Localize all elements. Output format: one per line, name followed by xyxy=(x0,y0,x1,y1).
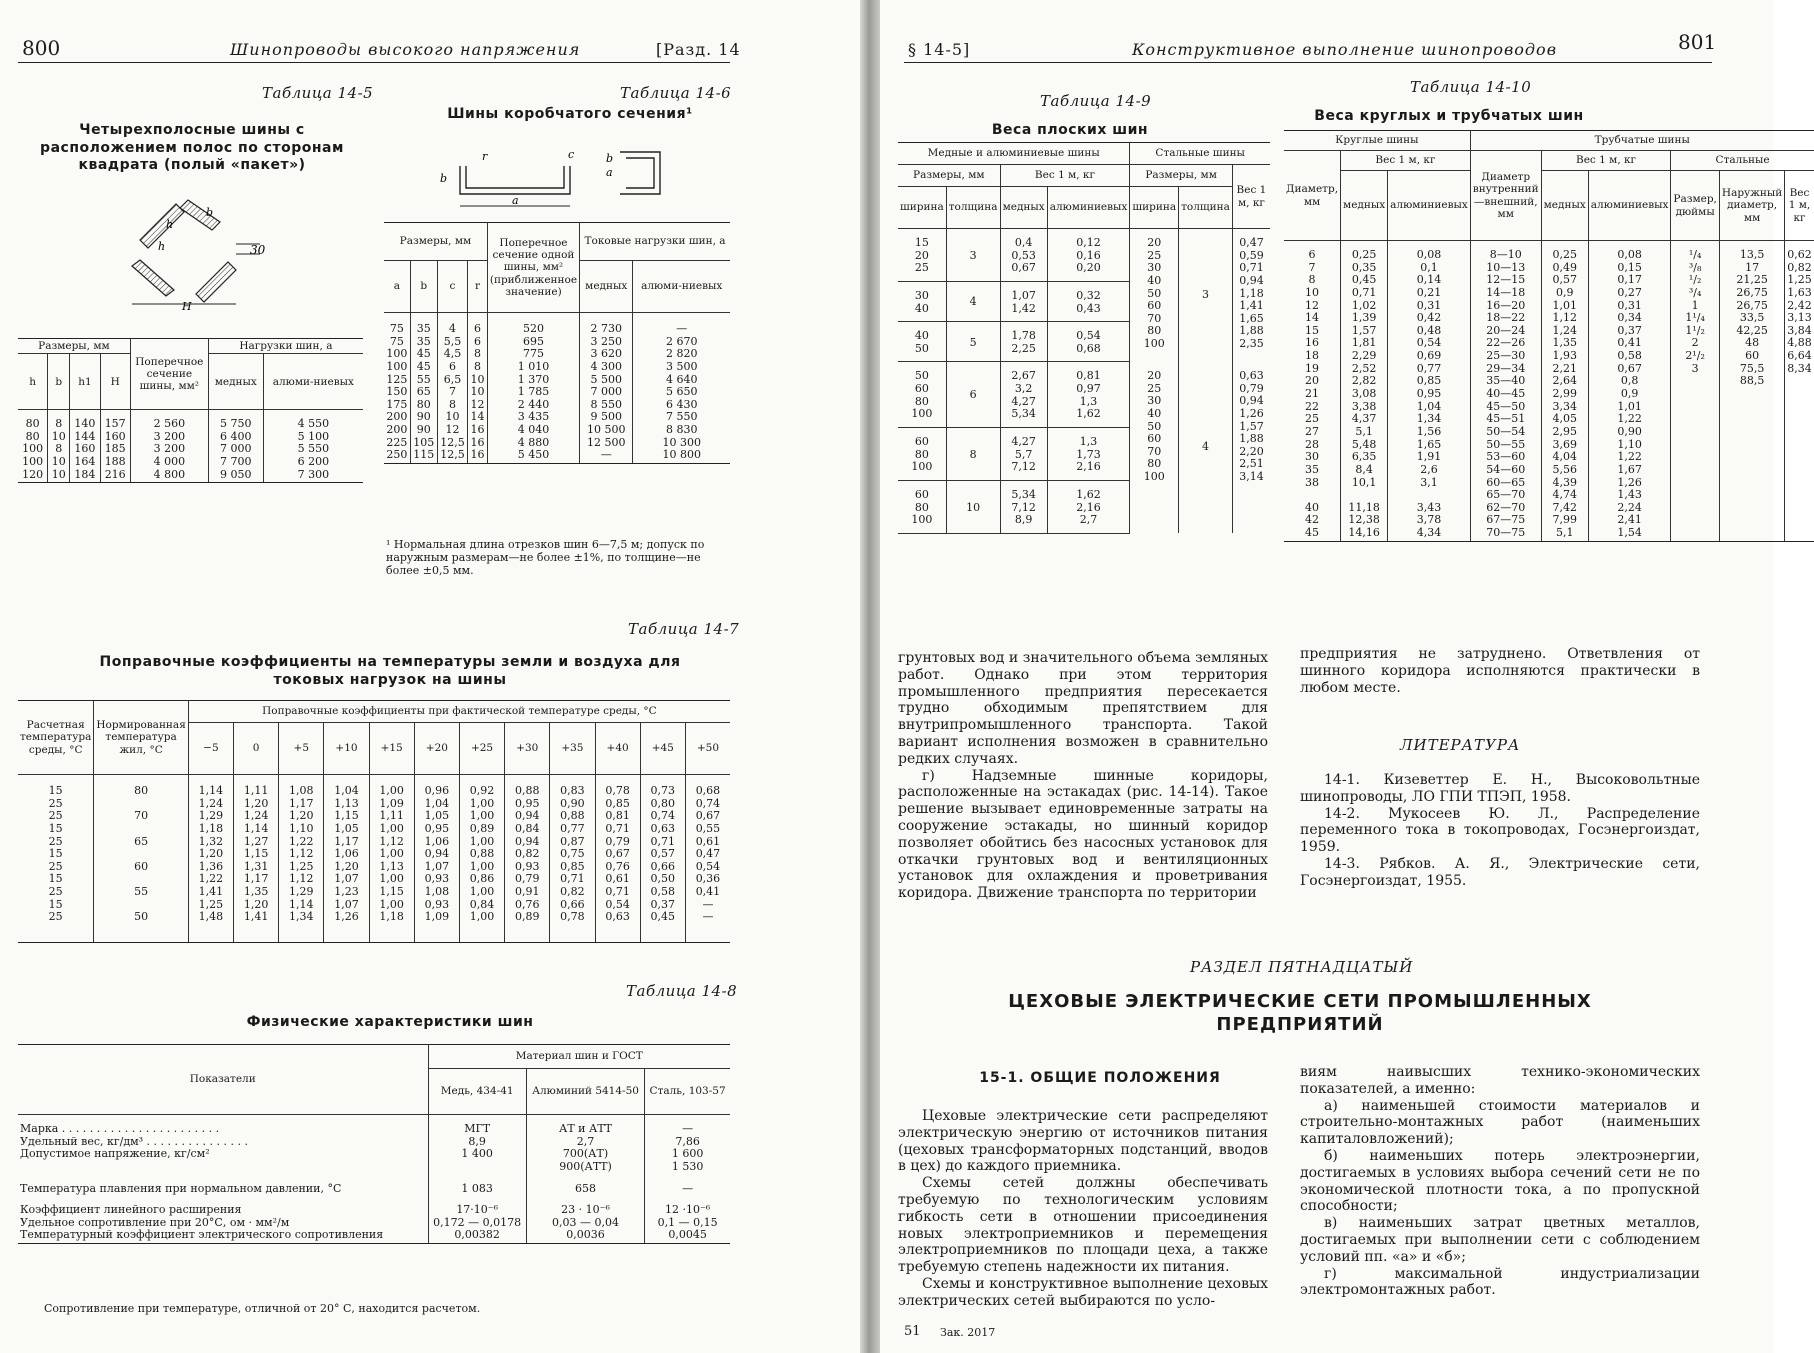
table-14-5 xyxy=(18,338,363,483)
t149-sweight-3: 0,63 0,79 0,94 1,26 1,57 1,88 2,20 2,51 3,14 xyxy=(1232,362,1270,533)
th-cu: медных xyxy=(208,354,263,410)
t148-st-0: — 7,86 1 600 1 530 xyxy=(645,1115,730,1175)
th-round-al: алюминиевых xyxy=(1388,171,1471,241)
header-rule-left xyxy=(18,62,730,63)
list-item-b: б) наименьших потерь электроэнергии, достигаемых в условиях выбора сечений сети не по экономической плотности тока, а по пропускной способности; xyxy=(1300,1147,1700,1215)
right-page xyxy=(880,0,1812,1353)
t149-thick-2: 5 xyxy=(946,322,1000,362)
th-steel-1410: Стальные xyxy=(1671,151,1814,171)
t148-param-1: Температура плавления при нормальном давлении, °C xyxy=(20,1181,342,1195)
t1410-col-sw: 0,62 0,82 1,25 1,63 2,42 3,13 3,84 4,88 6,64 8,34 xyxy=(1785,241,1814,542)
t149-al-2: 0,54 0,68 xyxy=(1047,322,1130,362)
th-round-cu: медных xyxy=(1341,171,1388,241)
t147-col-4: 1,08 1,17 1,20 1,10 1,22 1,12 1,25 1,12 1,29 1,14 1,34 xyxy=(279,775,324,943)
table-14-9 xyxy=(898,142,1270,534)
table-14-5-label: Таблица 14-5 xyxy=(262,84,374,102)
t147-col-2: 1,14 1,24 1,29 1,18 1,32 1,20 1,36 1,22 1,41 1,25 1,48 xyxy=(188,775,233,943)
th-dims-146: Размеры, мм xyxy=(384,223,487,261)
t149-cu-4: 4,27 5,7 7,12 xyxy=(1000,428,1047,481)
list-item-c: в) наименьших затрат цветных металлов, достигаемых при выполнении сети с соблюдением условий пп. «а» и «б»; xyxy=(1300,1215,1700,1265)
book-gutter xyxy=(860,0,880,1353)
table-14-8-title: Физические характеристики шин xyxy=(246,1014,534,1030)
t149-thick-5: 10 xyxy=(946,480,1000,533)
running-title-left: Шинопроводы высокого напряжения xyxy=(230,40,581,59)
table-14-9-title: Веса плоских шин xyxy=(991,122,1149,138)
th-round: Круглые шины xyxy=(1284,131,1470,151)
table-row xyxy=(18,1175,730,1197)
th-steel-weight: Вес 1 м, кг xyxy=(1785,171,1814,241)
th-b: b xyxy=(48,354,70,410)
table-14-6 xyxy=(384,222,730,464)
th-sweight-149: Вес 1 м, кг xyxy=(1232,165,1270,229)
table-14-8 xyxy=(18,1044,730,1244)
table-14-10-title: Веса круглых и трубчатых шин xyxy=(1314,108,1584,124)
t148-cu-0: МГТ 8,9 1 400 xyxy=(428,1115,526,1175)
table-14-7 xyxy=(18,700,730,943)
th-r: r xyxy=(468,261,488,313)
table-14-10-label: Таблица 14-10 xyxy=(1410,78,1532,96)
t149-width-2: 40 50 xyxy=(898,322,946,362)
table-row xyxy=(18,1115,730,1175)
t1410-col-al: 0,08 0,1 0,14 0,21 0,31 0,42 0,48 0,54 0,69 0,77 0,85 0,95 1,04 1,34 1,56 1,65 1,91 2,6 3,1 3,43 3,78 4,34 xyxy=(1388,241,1471,542)
th-al-146: алюми-ниевых xyxy=(633,261,730,313)
t147-col-0: 15 25 25 15 25 15 25 15 25 15 25 xyxy=(18,775,94,943)
th-H: H xyxy=(100,354,130,410)
t147-col-13: 0,68 0,74 0,67 0,55 0,61 0,47 0,54 0,36 0,41 — — xyxy=(685,775,730,943)
t146-col-r: 6 6 8 8 10 10 12 14 16 16 16 xyxy=(468,313,488,464)
t145-col-h: 80 80 100 100 120 xyxy=(18,410,48,483)
th-norm-temp: Нормированная температура жил, °C xyxy=(94,701,188,775)
text-col1-top xyxy=(898,650,1268,902)
list-item-d: г) максимальной индустриализации электромонтажных работ. xyxy=(1300,1265,1700,1299)
paragraph-shop-networks: Цеховые электрические сети распределяют электрическую энергию от источников питания (цеховых трансформаторных подстанций, вводов в цех) до каждого приемника. xyxy=(898,1108,1268,1175)
th-load-146: Токовые нагрузки шин, а xyxy=(580,223,730,261)
th-steel-149: Стальные шины xyxy=(1130,143,1270,165)
fig-label-30: 30 xyxy=(250,243,266,257)
t1410-col-cu: 0,25 0,35 0,45 0,71 1,02 1,39 1,57 1,81 2,29 2,52 2,82 3,08 3,38 4,37 5,1 5,48 6,35 8,4 10,1 11,18 12,38 14,16 xyxy=(1341,241,1388,542)
table-14-7-title: Поправочные коэффициенты на температуры земли и воздуха для токовых нагрузок на шины xyxy=(99,654,681,688)
t147-col-3: 1,11 1,20 1,24 1,14 1,27 1,15 1,31 1,17 1,35 1,20 1,41 xyxy=(234,775,279,943)
t147-col-12: 0,73 0,80 0,74 0,63 0,71 0,57 0,66 0,50 0,58 0,37 0,45 xyxy=(640,775,685,943)
table-row xyxy=(18,1196,730,1243)
t149-width-4: 60 80 100 xyxy=(898,428,946,481)
t148-cu-2: 17·10⁻⁶ 0,172 — 0,0178 0,00382 xyxy=(428,1196,526,1243)
th-tube-diam: Диаметр внутренний—внешний, мм xyxy=(1470,151,1541,241)
text-col2-bottom xyxy=(1300,1064,1700,1299)
fig-label-h: h xyxy=(166,218,174,231)
th-section: Поперечное сечение шины, мм² xyxy=(130,339,208,410)
th-temp-11: +50 xyxy=(685,723,730,775)
t147-col-6: 1,00 1,09 1,11 1,00 1,12 1,00 1,13 1,00 1,15 1,00 1,18 xyxy=(369,775,414,943)
t145-col-h1: 140 144 160 164 184 xyxy=(70,410,100,483)
table-row xyxy=(898,362,1270,428)
section-ref-left: [Разд. 14 xyxy=(656,40,741,59)
t149-width-1: 30 40 xyxy=(898,281,946,321)
t148-st-1: — xyxy=(645,1175,730,1197)
paragraph-groundwater: грунтовых вод и значительного объема земляных работ. Однако при этом территория промышленного предприятия пересекается трудно обходимым препятствием для внутрипромышленного транспорта. Такой вариант исполнения возможен в сравнительно редких случаях. xyxy=(898,650,1268,767)
paragraph-design: Схемы и конструктивное выполнение цеховых электрических сетей выбираются по усло- xyxy=(898,1275,1268,1309)
th-temp-10: +45 xyxy=(640,723,685,775)
th-dims-149: Размеры, мм xyxy=(898,165,1000,187)
t149-sthick-0: 3 xyxy=(1179,229,1233,362)
t149-width-0: 15 20 25 xyxy=(898,229,946,282)
literature-list xyxy=(1300,772,1700,890)
th-calc-temp: Расчетная температура среды, °C xyxy=(18,701,94,775)
t145-col-al: 4 550 5 100 5 550 6 200 7 300 xyxy=(263,410,363,483)
t149-swidth-3: 20 25 30 40 50 60 70 80 100 xyxy=(1130,362,1179,533)
fig-label-b1: b xyxy=(440,172,448,185)
t149-sweight-0: 0,47 0,59 0,71 0,94 1,18 1,41 1,65 1,88 2,35 xyxy=(1232,229,1270,362)
th-thick: толщина xyxy=(946,187,1000,229)
t146-col-a: 75 75 100 100 125 150 175 200 200 225 250 xyxy=(384,313,410,464)
th-outer: Наружный диаметр, мм xyxy=(1719,171,1784,241)
t147-col-7: 0,96 1,04 1,05 0,95 1,06 0,94 1,07 0,93 1,08 0,93 1,09 xyxy=(414,775,459,943)
t1410-col-tcu: 0,25 0,49 0,57 0,9 1,01 1,12 1,24 1,35 1,93 2,21 2,64 2,99 3,34 4,05 2,95 3,69 4,04 5,56 4,39 4,74 7,42 7,99 5,1 xyxy=(1541,241,1588,542)
th-aluminum: Алюминий 5414-50 xyxy=(526,1069,644,1115)
t148-cu-1: 1 083 xyxy=(428,1175,526,1197)
paragraph-enterprise: предприятия не затруднено. Ответвления от шинного коридора исполняются практически в любом месте. xyxy=(1300,646,1700,696)
th-al-149: алюминиевых xyxy=(1047,187,1130,229)
t148-st-2: 12 ·10⁻⁶ 0,1 — 0,15 0,0045 xyxy=(645,1196,730,1243)
header-rule-right xyxy=(904,62,1712,63)
th-weight-149: Вес 1 м, кг xyxy=(1000,165,1130,187)
literature-item: 14-3. Рябков. А. Я., Электрические сети, Госэнергоиздат, 1955. xyxy=(1300,855,1700,889)
fig-label-r: r xyxy=(482,150,488,163)
th-temp-8: +35 xyxy=(550,723,595,775)
t149-cu-3: 2,67 3,2 4,27 5,34 xyxy=(1000,362,1047,428)
fig-label-b: b xyxy=(206,206,214,219)
t147-col-1: 80 70 65 60 55 50 xyxy=(94,775,188,943)
part-label: РАЗДЕЛ ПЯТНАДЦАТЫЙ xyxy=(1190,958,1414,976)
t149-swidth-0: 20 25 30 40 50 60 70 80 100 xyxy=(1130,229,1179,362)
th-tube-al: алюминиевых xyxy=(1588,171,1671,241)
text-col2-top xyxy=(1300,646,1700,696)
t149-cu-5: 5,34 7,12 8,9 xyxy=(1000,480,1047,533)
th-tube: Трубчатые шины xyxy=(1470,131,1813,151)
t149-width-5: 60 80 100 xyxy=(898,480,946,533)
box-section-figure xyxy=(420,136,710,214)
t145-col-H: 157 160 185 188 216 xyxy=(100,410,130,483)
th-swidth: ширина xyxy=(1130,187,1179,229)
paragraph-schemes: Схемы сетей должны обеспечивать требуемую по технологическим условиям гибкость сети в отношении присоединения новых электроприемников и перемещения электроприемников по площади цеха, а также требуемую степень надежности их питания. xyxy=(898,1175,1268,1276)
t1410-col-diam: 6 7 8 10 12 14 15 16 18 19 20 21 22 25 27 28 30 35 38 40 42 45 xyxy=(1284,241,1341,542)
t147-col-8: 0,92 1,00 1,00 0,89 1,00 0,88 1,00 0,86 1,00 0,84 1,00 xyxy=(459,775,504,943)
t149-cu-1: 1,07 1,42 xyxy=(1000,281,1047,321)
th-h1: h1 xyxy=(70,354,100,410)
t145-col-section: 2 560 3 200 3 200 4 000 4 800 xyxy=(130,410,208,483)
left-page xyxy=(0,0,860,1353)
th-load: Нагрузки шин, а xyxy=(208,339,363,354)
t149-width-3: 50 60 80 100 xyxy=(898,362,946,428)
t148-al-0: АТ и АТТ 2,7 700(АТ) 900(АТТ) xyxy=(526,1115,644,1175)
table-14-6-label: Таблица 14-6 xyxy=(620,84,732,102)
text-col1-bottom xyxy=(898,1108,1268,1310)
th-b-146: b xyxy=(410,261,437,313)
t146-col-al: — 2 670 2 820 3 500 4 640 5 650 6 430 7 550 8 830 10 300 10 800 xyxy=(633,313,730,464)
running-title-right: Конструктивное выполнение шинопроводов xyxy=(1132,40,1557,59)
th-width: ширина xyxy=(898,187,946,229)
fig-label-b2: b xyxy=(606,152,614,165)
t146-col-c: 4 5,5 4,5 6 6,5 7 8 10 12 12,5 12,5 xyxy=(437,313,467,464)
th-sthick: толщина xyxy=(1179,187,1233,229)
fig-label-H: H xyxy=(182,300,192,313)
t149-thick-1: 4 xyxy=(946,281,1000,321)
t147-col-5: 1,04 1,13 1,15 1,05 1,17 1,06 1,20 1,07 1,23 1,07 1,26 xyxy=(324,775,369,943)
fig-label-h1: h xyxy=(158,240,166,253)
th-round-weight: Вес 1 м, кг xyxy=(1341,151,1471,171)
signature-order: Зак. 2017 xyxy=(940,1326,996,1339)
literature-item: 14-2. Мукосеев Ю. Л., Распределение переменного тока в токопроводах, Госэнергоиздат, 1959. xyxy=(1300,805,1700,856)
t145-col-b: 8 10 8 10 10 xyxy=(48,410,70,483)
busbar-package-figure xyxy=(110,186,290,316)
th-temp-2: +5 xyxy=(279,723,324,775)
th-param: Показатели xyxy=(18,1045,428,1115)
t148-param-2: Коэффициент линейного расширения Удельное сопротивление при 20°С, ом · мм²/м Температурный коэффициент электрического сопротивления xyxy=(18,1196,428,1243)
part-title: ЦЕХОВЫЕ ЭЛЕКТРИЧЕСКИЕ СЕТИ ПРОМЫШЛЕННЫХ ПРЕДПРИЯТИЙ xyxy=(1008,991,1592,1036)
t1410-col-outer: 13,5 17 21,25 26,75 26,75 33,5 42,25 48 60 75,5 88,5 xyxy=(1719,241,1784,542)
t148-param-0: Марка . . . . . . . . . . . . . . . . . . . . . . . Удельный вес, кг/дм³ . . . . . . . . . . . . . . . Допустимое напряжение, кг/см² xyxy=(20,1122,248,1161)
th-cu-146: медных xyxy=(580,261,633,313)
th-a: a xyxy=(384,261,410,313)
literature-item: 14-1. Кизеветтер Е. Н., Высоковольтные шинопроводы, ЛО ГПИ ТПЭП, 1958. xyxy=(1300,772,1700,805)
th-material: Материал шин и ГОСТ xyxy=(428,1045,730,1069)
th-sdims-149: Размеры, мм xyxy=(1130,165,1233,187)
th-section-146: Поперечное сечение одной шины, мм² (приближенное значение) xyxy=(487,223,579,313)
page-number-left: 800 xyxy=(22,36,61,60)
table-14-10 xyxy=(1284,130,1814,542)
t1410-col-size: ¹/₄ ³/₈ ¹/₂ ³/₄ 1 1¹/₄ 1¹/₂ 2 2¹/₂ 3 xyxy=(1671,241,1720,542)
table-14-6-footnote: ¹ Нормальная длина отрезков шин 6—7,5 м; допуск по наружным размерам—не более ±1%, по толщине—не более ±0,5 мм. xyxy=(386,538,705,578)
t149-al-3: 0,81 0,97 1,3 1,62 xyxy=(1047,362,1130,428)
th-cu-149: медных xyxy=(1000,187,1047,229)
t149-thick-3: 6 xyxy=(946,362,1000,428)
th-cual: Медные и алюминиевые шины xyxy=(898,143,1130,165)
t147-col-10: 0,83 0,90 0,88 0,77 0,87 0,75 0,85 0,71 0,82 0,66 0,78 xyxy=(550,775,595,943)
table-14-7-label: Таблица 14-7 xyxy=(628,620,740,638)
fig-label-a1: a xyxy=(512,194,519,207)
t149-al-4: 1,3 1,73 2,16 xyxy=(1047,428,1130,481)
t149-al-0: 0,12 0,16 0,20 xyxy=(1047,229,1130,282)
list-item-a: а) наименьшей стоимости материалов и строительно-монтажных работ (наименьших капиталовложений); xyxy=(1300,1097,1700,1148)
page-number-right: 801 xyxy=(1678,30,1717,54)
th-c: c xyxy=(437,261,467,313)
th-size: Размер, дюймы xyxy=(1671,171,1720,241)
th-temp-4: +15 xyxy=(369,723,414,775)
signature-number: 51 xyxy=(904,1324,921,1339)
th-temp-3: +10 xyxy=(324,723,369,775)
th-temp-9: +40 xyxy=(595,723,640,775)
t145-col-cu: 5 750 6 400 7 000 7 700 9 050 xyxy=(208,410,263,483)
th-tube-cu: медных xyxy=(1541,171,1588,241)
th-temp-0: −5 xyxy=(188,723,233,775)
th-temp-1: 0 xyxy=(234,723,279,775)
t149-al-5: 1,62 2,16 2,7 xyxy=(1047,480,1130,533)
literature-title: ЛИТЕРАТУРА xyxy=(1400,736,1521,754)
th-steel: Сталь, 103-57 xyxy=(645,1069,730,1115)
table-14-5-title: Четырехполосные шины с расположением полос по сторонам квадрата (полый «пакет») xyxy=(40,122,344,173)
th-h: h xyxy=(18,354,48,410)
t147-col-9: 0,88 0,95 0,94 0,84 0,94 0,82 0,93 0,79 0,91 0,76 0,89 xyxy=(505,775,550,943)
th-al: алюми-ниевых xyxy=(263,354,363,410)
t149-thick-0: 3 xyxy=(946,229,1000,282)
th-temp-5: +20 xyxy=(414,723,459,775)
th-corr: Поправочные коэффициенты при фактической температуре среды, °C xyxy=(188,701,730,723)
t149-sthick-3: 4 xyxy=(1179,362,1233,533)
th-tube-weight: Вес 1 м, кг xyxy=(1541,151,1671,171)
th-dims: Размеры, мм xyxy=(18,339,130,354)
table-14-9-label: Таблица 14-9 xyxy=(1040,92,1152,110)
table-14-8-label: Таблица 14-8 xyxy=(626,982,738,1000)
fig-label-c: c xyxy=(568,148,575,161)
table-14-8-footnote: Сопротивление при температуре, отличной от 20° С, находится расчетом. xyxy=(44,1302,481,1315)
table-14-6-title: Шины коробчатого сечения¹ xyxy=(447,106,693,122)
paragraph-conditions: виям наивысших технико-экономических показателей, а именно: xyxy=(1300,1064,1700,1097)
t147-col-11: 0,78 0,85 0,81 0,71 0,79 0,67 0,76 0,61 0,71 0,54 0,63 xyxy=(595,775,640,943)
t149-cu-2: 1,78 2,25 xyxy=(1000,322,1047,362)
t146-col-cu: 2 730 3 250 3 620 4 300 5 500 7 000 8 550 9 500 10 500 12 500 — xyxy=(580,313,633,464)
t146-col-section: 520 695 775 1 010 1 370 1 785 2 440 3 435 4 040 4 880 5 450 xyxy=(487,313,579,464)
th-temp-7: +30 xyxy=(505,723,550,775)
t149-al-1: 0,32 0,43 xyxy=(1047,281,1130,321)
t1410-col-tal: 0,08 0,15 0,17 0,27 0,31 0,34 0,37 0,41 0,58 0,67 0,8 0,9 1,01 1,22 0,90 1,10 1,22 1,67 1,26 1,43 2,24 2,41 1,54 xyxy=(1588,241,1671,542)
section-ref-right: § 14-5] xyxy=(908,40,971,59)
paragraph-overhead-corridors: г) Надземные шинные коридоры, расположенные на эстакадах (рис. 14-14). Такое решение вызывает единовременные затраты на сооружение эстакады, но шинный коридор позволяет обойтись без насосных установок для откачки грунтовых вод и вентиляционных установок для охлаждения и проветривания коридора. Движение транспорта по территории xyxy=(898,767,1268,902)
t149-cu-0: 0,4 0,53 0,67 xyxy=(1000,229,1047,282)
t149-thick-4: 8 xyxy=(946,428,1000,481)
t1410-col-tdiam: 8—10 10—13 12—15 14—18 16—20 18—22 20—24 22—26 25—30 29—34 35—40 40—45 45—50 45—51 50—54 50—55 53—60 54—60 60—65 65—70 62—70 67—75 70—75 xyxy=(1470,241,1541,542)
table-row xyxy=(898,229,1270,282)
th-temp-6: +25 xyxy=(459,723,504,775)
section-title: 15-1. ОБЩИЕ ПОЛОЖЕНИЯ xyxy=(979,1070,1221,1086)
t148-al-2: 23 · 10⁻⁶ 0,03 — 0,04 0,0036 xyxy=(526,1196,644,1243)
t148-al-1: 658 xyxy=(526,1175,644,1197)
t146-col-b: 35 35 45 45 55 65 80 90 90 105 115 xyxy=(410,313,437,464)
fig-label-a2: a xyxy=(606,166,613,179)
th-diam: Диаметр, мм xyxy=(1284,151,1341,241)
th-copper: Медь, 434-41 xyxy=(428,1069,526,1115)
